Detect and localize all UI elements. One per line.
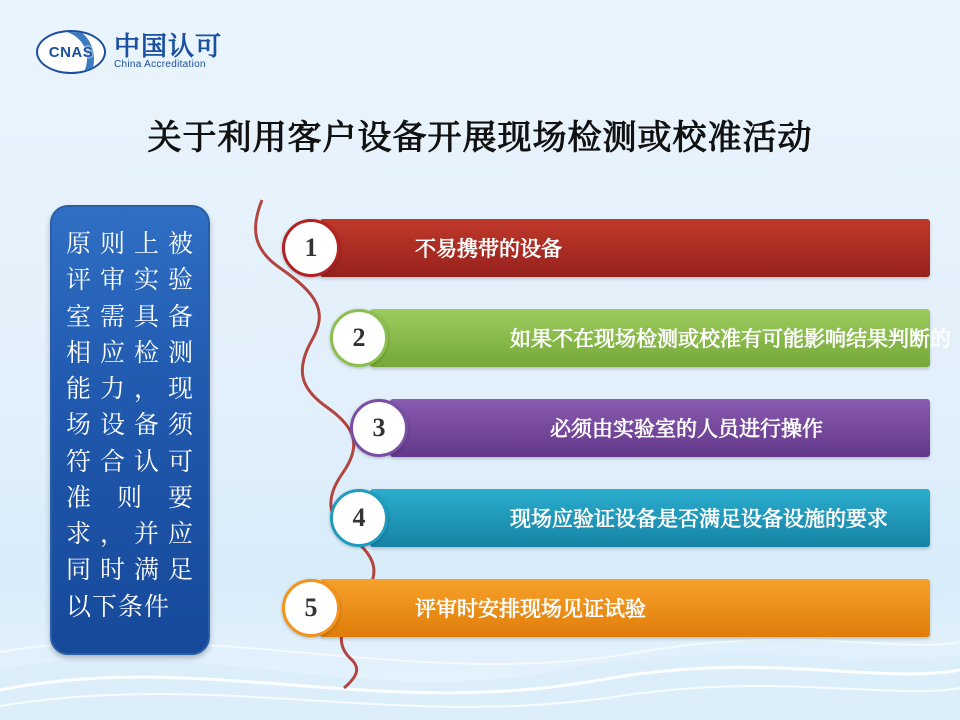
item-bar — [370, 489, 930, 547]
item-number-badge — [350, 399, 408, 457]
item-number: 3 — [372, 413, 386, 442]
item-number-badge — [282, 219, 340, 277]
item-label: 必须由实验室的人员进行操作 — [550, 417, 823, 441]
cnas-logo-name-en: China Accreditation — [114, 59, 206, 70]
item-number-badge — [282, 579, 340, 637]
cnas-logo-name-cn: 中国认可 — [114, 31, 223, 61]
item-bar — [320, 579, 930, 637]
item-number-badge — [330, 309, 388, 367]
list-item[interactable] — [250, 219, 930, 277]
item-label: 现场应验证设备是否满足设备设施的要求 — [510, 507, 888, 531]
item-bar — [370, 309, 951, 367]
list-item[interactable] — [250, 399, 930, 457]
item-number: 1 — [304, 233, 318, 262]
condition-summary-panel: 原则上被评审实验室需具备相应检测能力，现场设备须符合认可准则要求，并应同时满足以下条件 — [50, 205, 210, 655]
page-title: 关于利用客户设备开展现场检测或校准活动 — [147, 120, 813, 157]
list-item[interactable] — [250, 309, 951, 367]
cnas-logo-icon — [36, 30, 106, 74]
item-label: 不易携带的设备 — [415, 237, 562, 261]
item-number: 5 — [304, 593, 318, 622]
cnas-logo-text — [114, 33, 222, 71]
item-number: 4 — [352, 503, 366, 532]
condition-list — [250, 205, 951, 665]
list-item[interactable] — [250, 579, 930, 637]
item-label: 评审时安排现场见证试验 — [415, 597, 646, 621]
item-bar — [320, 219, 930, 277]
cnas-logo — [36, 30, 222, 74]
item-number-badge — [330, 489, 388, 547]
item-bar — [390, 399, 930, 457]
item-label: 如果不在现场检测或校准有可能影响结果判断的 — [510, 327, 951, 351]
list-item[interactable] — [250, 489, 930, 547]
cnas-logo-mark-text: CNAS — [48, 43, 94, 61]
item-number: 2 — [352, 323, 366, 352]
